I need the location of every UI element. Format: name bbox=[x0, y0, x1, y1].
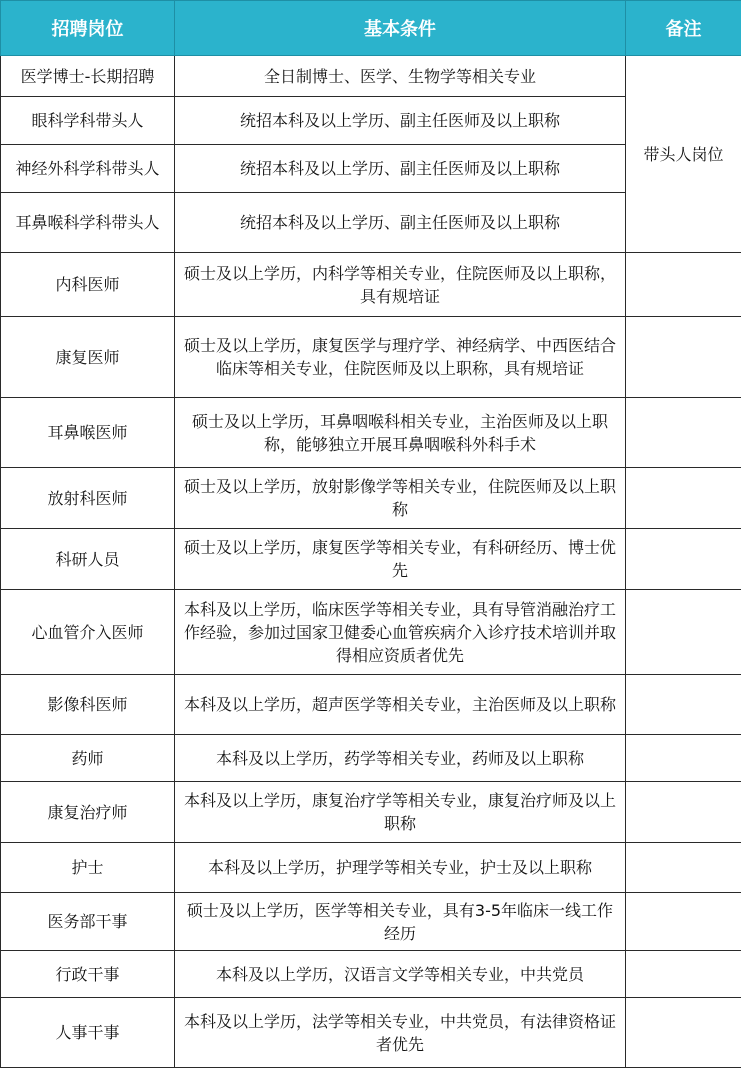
position-cell: 药师 bbox=[1, 735, 175, 782]
table-row bbox=[1, 893, 741, 951]
remark-cell bbox=[626, 843, 741, 893]
table-row bbox=[1, 843, 741, 893]
conditions-cell: 硕士及以上学历，康复医学与理疗学、神经病学、中西医结合临床等相关专业，住院医师及以上职称，具有规培证 bbox=[175, 317, 626, 398]
table-row bbox=[1, 253, 741, 317]
remark-cell bbox=[626, 253, 741, 317]
conditions-cell: 全日制博士、医学、生物学等相关专业 bbox=[175, 56, 626, 97]
position-cell: 眼科学科带头人 bbox=[1, 97, 175, 145]
remark-cell bbox=[626, 782, 741, 843]
conditions-cell: 本科及以上学历，汉语言文学等相关专业，中共党员 bbox=[175, 951, 626, 998]
position-cell: 康复治疗师 bbox=[1, 782, 175, 843]
table-row bbox=[1, 590, 741, 675]
position-cell: 耳鼻喉医师 bbox=[1, 398, 175, 468]
table-row bbox=[1, 317, 741, 398]
table-row bbox=[1, 998, 741, 1068]
table-row bbox=[1, 735, 741, 782]
remark-cell bbox=[626, 893, 741, 951]
header-remarks: 备注 bbox=[626, 1, 741, 56]
position-cell: 科研人员 bbox=[1, 529, 175, 590]
remark-cell bbox=[626, 317, 741, 398]
remark-cell bbox=[626, 998, 741, 1068]
position-cell: 康复医师 bbox=[1, 317, 175, 398]
position-cell: 放射科医师 bbox=[1, 468, 175, 529]
position-cell: 内科医师 bbox=[1, 253, 175, 317]
position-cell: 心血管介入医师 bbox=[1, 590, 175, 675]
remark-cell bbox=[626, 590, 741, 675]
table-row bbox=[1, 398, 741, 468]
remark-cell bbox=[626, 398, 741, 468]
header-row bbox=[1, 1, 741, 56]
remark-cell bbox=[626, 735, 741, 782]
merged-remark-cell: 带头人岗位 bbox=[626, 56, 741, 253]
remark-cell bbox=[626, 951, 741, 998]
conditions-cell: 本科及以上学历，法学等相关专业，中共党员，有法律资格证者优先 bbox=[175, 998, 626, 1068]
conditions-cell: 硕士及以上学历，医学等相关专业，具有3-5年临床一线工作经历 bbox=[175, 893, 626, 951]
position-cell: 人事干事 bbox=[1, 998, 175, 1068]
conditions-cell: 硕士及以上学历，康复医学等相关专业，有科研经历、博士优先 bbox=[175, 529, 626, 590]
conditions-cell: 本科及以上学历，超声医学等相关专业，主治医师及以上职称 bbox=[175, 675, 626, 735]
table-row bbox=[1, 468, 741, 529]
position-cell: 护士 bbox=[1, 843, 175, 893]
conditions-cell: 统招本科及以上学历、副主任医师及以上职称 bbox=[175, 193, 626, 253]
header-conditions: 基本条件 bbox=[175, 1, 626, 56]
conditions-cell: 本科及以上学历，药学等相关专业，药师及以上职称 bbox=[175, 735, 626, 782]
conditions-cell: 本科及以上学历，康复治疗学等相关专业，康复治疗师及以上职称 bbox=[175, 782, 626, 843]
remark-cell bbox=[626, 468, 741, 529]
position-cell: 神经外科学科带头人 bbox=[1, 145, 175, 193]
position-cell: 行政干事 bbox=[1, 951, 175, 998]
table-row bbox=[1, 951, 741, 998]
conditions-cell: 统招本科及以上学历、副主任医师及以上职称 bbox=[175, 97, 626, 145]
table-row bbox=[1, 529, 741, 590]
header-position: 招聘岗位 bbox=[1, 1, 175, 56]
position-cell: 医务部干事 bbox=[1, 893, 175, 951]
position-cell: 耳鼻喉科学科带头人 bbox=[1, 193, 175, 253]
conditions-cell: 硕士及以上学历，放射影像学等相关专业，住院医师及以上职称 bbox=[175, 468, 626, 529]
position-cell: 医学博士-长期招聘 bbox=[1, 56, 175, 97]
conditions-cell: 硕士及以上学历，内科学等相关专业，住院医师及以上职称，具有规培证 bbox=[175, 253, 626, 317]
table-row bbox=[1, 782, 741, 843]
table-row bbox=[1, 56, 741, 97]
table-row bbox=[1, 675, 741, 735]
conditions-cell: 本科及以上学历，临床医学等相关专业，具有导管消融治疗工作经验，参加过国家卫健委心血管疾病介入诊疗技术培训并取得相应资质者优先 bbox=[175, 590, 626, 675]
remark-cell bbox=[626, 675, 741, 735]
conditions-cell: 本科及以上学历，护理学等相关专业，护士及以上职称 bbox=[175, 843, 626, 893]
conditions-cell: 统招本科及以上学历、副主任医师及以上职称 bbox=[175, 145, 626, 193]
conditions-cell: 硕士及以上学历，耳鼻咽喉科相关专业，主治医师及以上职称，能够独立开展耳鼻咽喉科外科手术 bbox=[175, 398, 626, 468]
position-cell: 影像科医师 bbox=[1, 675, 175, 735]
remark-cell bbox=[626, 529, 741, 590]
